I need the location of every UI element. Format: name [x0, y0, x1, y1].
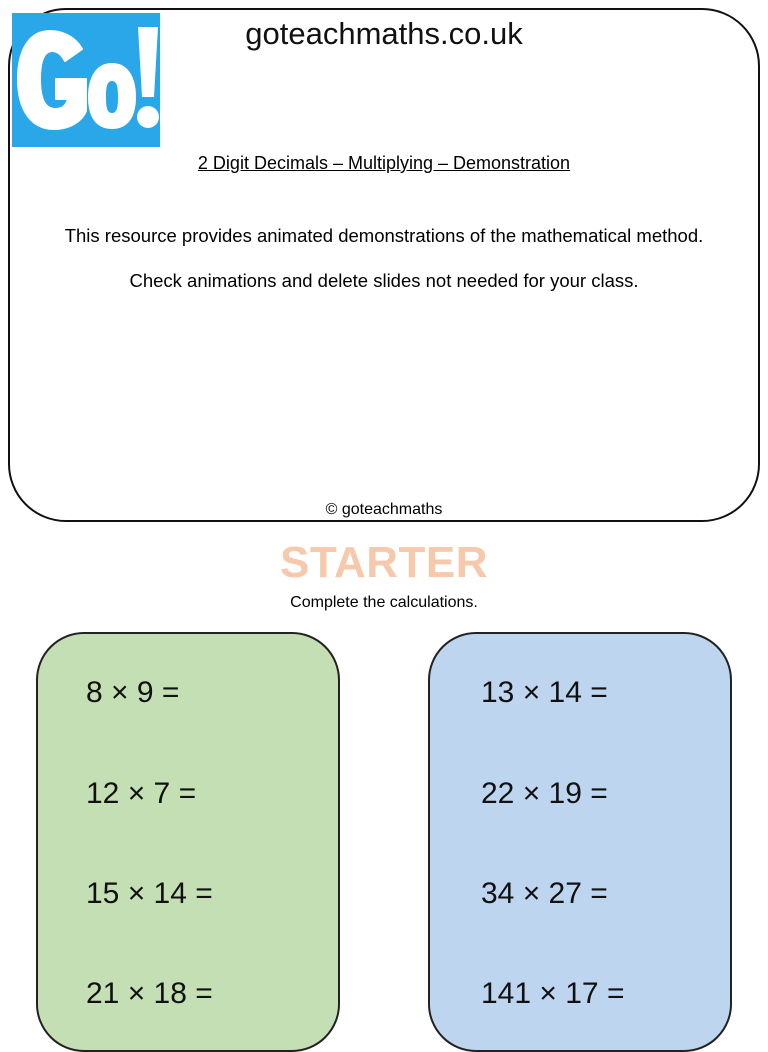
calculation-question: 12 × 7 = — [86, 777, 197, 810]
calculation-question: 13 × 14 = — [481, 676, 608, 709]
starter-heading: STARTER — [279, 538, 488, 587]
calculation-question: 8 × 9 = — [86, 676, 180, 709]
calculation-question: 141 × 17 = — [481, 977, 625, 1010]
site-name: goteachmaths.co.uk — [245, 16, 523, 51]
resource-title: 2 Digit Decimals – Multiplying – Demonstration — [197, 153, 571, 173]
calculation-question: 21 × 18 = — [86, 977, 213, 1010]
calculation-question: 34 × 27 = — [481, 877, 608, 910]
description-line-1: This resource provides animated demonstrations of the mathematical method. — [64, 225, 704, 246]
calculation-question: 15 × 14 = — [86, 877, 213, 910]
copyright-notice: © goteachmaths — [325, 501, 443, 518]
go-logo — [12, 13, 160, 147]
description-line-2: Check animations and delete slides not needed for your class. — [129, 270, 639, 291]
calculation-question: 22 × 19 = — [481, 777, 608, 810]
starter-instruction: Complete the calculations. — [290, 594, 478, 611]
